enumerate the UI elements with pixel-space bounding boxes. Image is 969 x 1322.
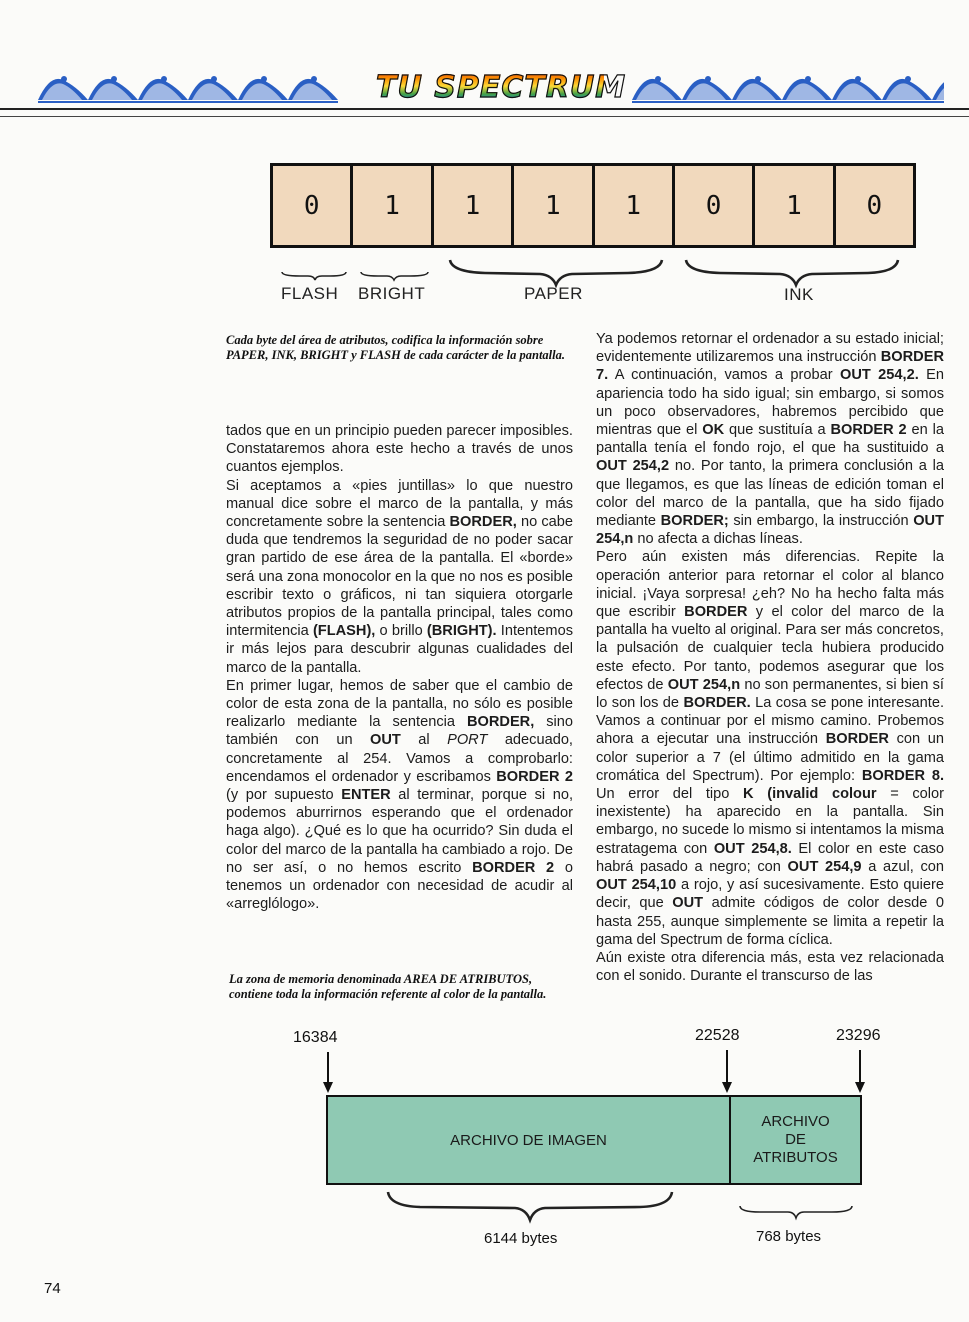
bit-cell: 0	[273, 166, 350, 245]
memory-map-bar	[326, 1095, 862, 1185]
header-rule-thin	[0, 116, 969, 117]
paragraph: Ya podemos retornar el ordenador a su estado inicial; evidentemente utilizaremos una instrucción BORDER 7. A continuación, vamos a probar OUT 254,2. En apariencia todo ha sido igual; sin embargo, si somos un poco observadores, habremos percibido que mientras que el OK que sustituía a BORDER 2 en la pantalla tenía el fondo rojo, el que ha sustituido a OUT 254,2 no. Por tanto, la primera conclusión a la que llegamos, es que las líneas de edición toman el color del marco de la pantalla, que ha sido fijado mediante BORDER; sin embargo, la instrucción OUT 254,n no afecta a dichas líneas.	[596, 331, 944, 548]
attribute-file-block: ARCHIVO DE ATRIBUTOS	[731, 1097, 860, 1183]
brace-flash-icon	[282, 272, 346, 280]
bit-cell: 1	[755, 166, 832, 245]
paragraph: En primer lugar, hemos de saber que el cambio de color de esta zona de la pantalla, no sólo es posible realizarlo mediante la sentencia BORDER, sino también con un OUT al PORT adecuado, concretamente al 254. Vamos a comprobarlo: encendamos el ordenador y escribamos BORDER 2 (y por supuesto ENTER al terminar, porque si no, podemos aburrirnos esperando que el ordenador haga algo). ¿Qué es lo que ha ocurrido? Sin duda el color del marco de la pantalla ha cambiado a rojo. De no ser así, o no hemos escrito BORDER 2 o tenemos un ordenador con necesidad de acudir al «arreglólogo».	[226, 677, 574, 913]
paragraph: Aún existe otra diferencia más, esta vez relacionada con el sonido. Durante el transcurso de las	[596, 949, 944, 985]
attribute-byte-diagram	[270, 163, 916, 248]
label-bright: BRIGHT	[358, 284, 426, 303]
article-column-left	[226, 422, 573, 913]
figure-caption-bottom: La zona de memoria denominada AREA DE ATRIBUTOS, contiene toda la información referente al color de la pantalla.	[229, 972, 547, 1001]
page-header	[0, 60, 969, 130]
wave-ornament-right-icon	[632, 70, 944, 104]
bit-cell: 1	[353, 166, 430, 245]
header-rule	[0, 108, 969, 110]
address-end: 23296	[836, 1027, 881, 1044]
address-middle: 22528	[695, 1027, 740, 1044]
paragraph: Si aceptamos a «pies juntillas» lo que nuestro manual dice sobre el marco de la pantalla, y más concretamente sobre la sentencia BORDER, no cabe duda que tendremos la seguridad de no poder sacar gran partido de ese área de la pantalla. El «borde» será una zona monocolor en la que no nos es posible escribir texto o gráficos, ni tan siquiera otorgarle atributos propios de la pantalla principal, tales como intermitencia (FLASH), o brillo (BRIGHT). Intentemos ir más lejos para descubrir algunas cualidades del marco de la pantalla.	[226, 477, 573, 676]
image-file-block: ARCHIVO DE IMAGEN	[328, 1097, 731, 1183]
paragraph: Pero aún existen más diferencias. Repite la operación anterior para retornar el color al blanco inicial. ¡Vaya sorpresa! ¿eh? No ha hecho falta más que escribir BORDER y el color del marco de la pantalla ha vuelto al original. Para ser más concretos, la pulsación de cualquier tecla hubiera producido este efecto. Por tanto, podemos asegurar que los efectos de OUT 254,n no son permanentes, si bien sí lo son los de BORDER. La cosa se pone interesante. Vamos a continuar por el mismo camino. Probemos ahora a ejecutar una instrucción BORDER con un color superior a 7 (el último admitido en la gama cromática del Spectrum). Por ejemplo: BORDER 8. Un error del tipo K (invalid colour = color inexistente) ha aparecido en la pantalla. Sin embargo, no sucede lo mismo si intentamos la misma estratagema con OUT 254,8. El color en este caso habrá pasado a negro; con OUT 254,9 a azul, con OUT 254,10 a rojo, y así sucesivamente. Esto quiere decir, que OUT admite códigos de color desde 0 hasta 255, aunque simplemente se limita a repetir la gama del Spectrum de forma cíclica.	[596, 549, 945, 948]
label-flash: FLASH	[281, 284, 339, 303]
label-paper: PAPER	[524, 284, 583, 303]
figure-caption-top: Cada byte del área de atributos, codifica la información sobre PAPER, INK, BRIGHT y FLASH de cada carácter de la pantalla.	[226, 333, 566, 362]
bit-cell: 1	[434, 166, 511, 245]
paragraph: tados que en un principio pueden parecer imposibles. Constataremos ahora este hecho a través de unos cuantos ejemplos.	[226, 423, 573, 476]
bit-cell: 0	[836, 166, 913, 245]
attr-size-label: 768 bytes	[756, 1228, 822, 1245]
magazine-logo: TU SPECTRUM	[376, 68, 604, 108]
label-ink: INK	[784, 285, 814, 304]
bit-cell: 1	[514, 166, 591, 245]
wave-ornament-left-icon	[38, 70, 338, 104]
bit-cell: 0	[675, 166, 752, 245]
image-size-label: 6144 bytes	[484, 1230, 558, 1247]
brace-bright-icon	[361, 272, 428, 280]
brace-attr-icon	[740, 1206, 852, 1218]
brace-paper-icon	[450, 260, 662, 285]
page-number: 74	[44, 1280, 61, 1297]
address-start: 16384	[293, 1029, 338, 1046]
bit-cell: 1	[595, 166, 672, 245]
brace-ink-icon	[686, 260, 898, 285]
brace-image-icon	[388, 1192, 672, 1220]
article-column-right	[596, 330, 944, 985]
